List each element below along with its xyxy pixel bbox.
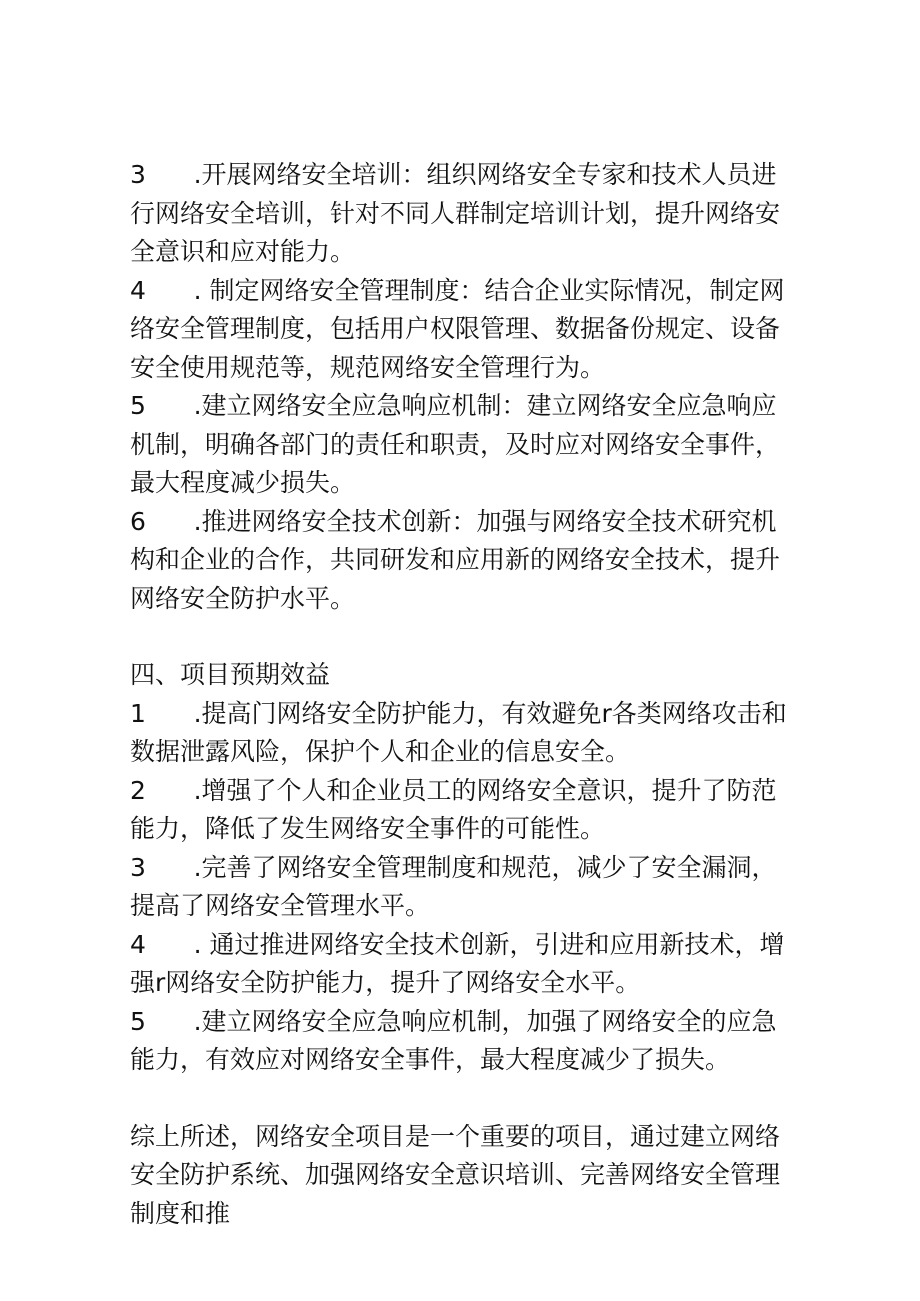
benefit-item-regulation: 3 .完善了网络安全管理制度和规范，减少了安全漏洞，提高了网络安全管理水平。 [130,852,777,920]
benefit-item-innovation: 4 . 通过推进网络安全技术创新，引进和应用新技术，增强r网络安全防护能力，提升了网络安全水平。 [130,929,785,997]
list-item-management-system: 4 . 制定网络安全管理制度：结合企业实际情况，制定网络安全管理制度，包括用户权限管理、数据备份规定、设备安全使用规范等，规范网络安全管理行为。 [130,275,785,382]
list-item-tech-innovation: 6 .推进网络安全技术创新：加强与网络安全技术研究机构和企业的合作，共同研发和应用新的网络安全技术，提升网络安全防护水平。 [130,506,781,613]
benefit-item-emergency: 5 .建立网络安全应急响应机制，加强了网络安全的应急能力，有效应对网络安全事件，最大程度减少了损失。 [130,1006,777,1074]
benefit-item-protection: 1 .提高门网络安全防护能力，有效避免r各类网络攻击和数据泄露风险，保护个人和企业的信息安全。 [130,698,787,766]
benefit-item-awareness: 2 .增强了个人和企业员工的网络安全意识，提升了防范能力，降低了发生网络安全事件的可能性。 [130,775,777,843]
conclusion-paragraph: 综上所述，网络安全项目是一个重要的项目，通过建立网络安全防护系统、加强网络安全意识培训、完善网络安全管理制度和推 [130,1121,781,1228]
document-body [130,156,800,1233]
list-item-training: 3 .开展网络安全培训：组织网络安全专家和技术人员进行网络安全培训，针对不同人群制定培训计划，提升网络安全意识和应对能力。 [130,160,781,266]
paragraph-gap [130,1080,800,1118]
section-heading-expected-benefits: 四、项目预期效益 [130,660,331,689]
list-item-emergency-response: 5 .建立网络安全应急响应机制：建立网络安全应急响应机制，明确各部门的责任和职责，及时应对网络安全事件，最大程度减少损失。 [130,391,781,497]
paragraph-gap [130,618,800,656]
